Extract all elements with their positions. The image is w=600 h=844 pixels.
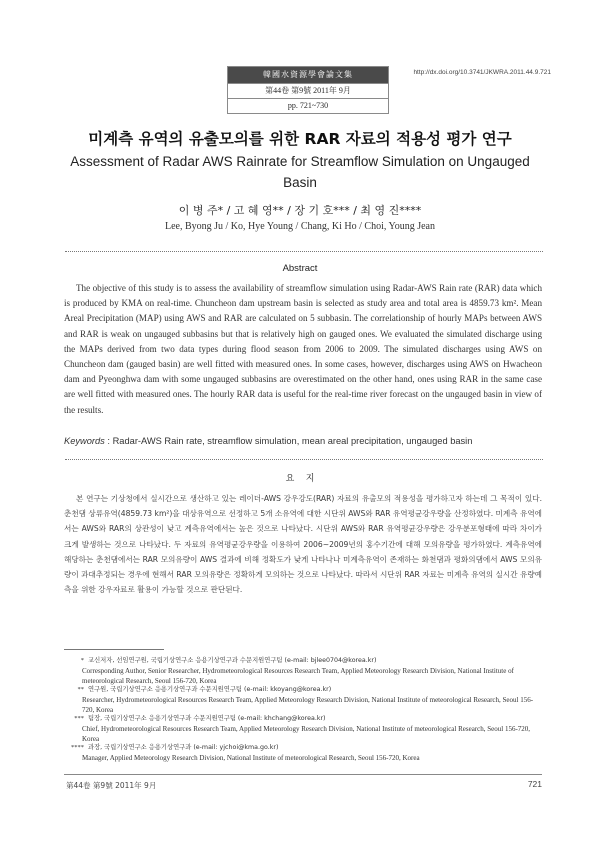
footer-rule (64, 774, 542, 775)
title-korean: 미계측 유역의 유출모의를 위한 RAR 자료의 적용성 평가 연구 (88, 130, 512, 148)
abstract-paragraph: The objective of this study is to assess the availability of streamflow simulation using Radar-AWS Rain rate (RAR) data which is produced by KMA on real-time. Chuncheon dam upstream basin is selected as study area and total area is 4859.73 km². Mean Areal Precipitation (MAP) using AWS and RAR are calculated on 5 subbasin. The correlationship of hourly MAPs between AWS and RAR is weak on ungauged subbasins but that is relatively high on gauged ones. We evaluated the simulated discharge using the MAPs derived from two data types during flood season from 2006 to 2009. The simulated discharges using AWS on Chuncheon dam (gauged basin) are well fitted with measured ones. In some cases, however, discharges using AWS on Hwacheon dam and Pyeonghwa dam with some ungauged subbasins are overestimated on the other hand, ones using RAR in the same case are well fitted with measured ones. The hourly RAR data is useful for the real-time river forecast on the ungauged basin in view of the results. (64, 283, 542, 415)
journal-name: 韓國水資源學會論文集 (228, 67, 388, 83)
authors-english: Lee, Byong Ju / Ko, Hye Young / Chang, Ki Ho / Choi, Young Jean (164, 221, 435, 232)
korean-abstract-body (64, 491, 542, 597)
footer-issue: 第44卷 第9號 2011年 9月 (66, 781, 157, 790)
footnote-mark: *** (74, 715, 84, 722)
page-number: 721 (527, 779, 542, 789)
footnote-english: Corresponding Author, Senior Researcher, Hydrometeorological Resources Research Team, Applied Meteorology Research Division, National Institute of meteorological Research, Seoul 156-720, Korea (82, 667, 514, 685)
korean-abstract-paragraph: 본 연구는 기상청에서 실시간으로 생산하고 있는 레이더-AWS 강우강도(RAR) 자료의 유출모의 적용성을 평가하고자 하는데 그 목적이 있다. 춘천댐 상류유역(4859.73 km²)을 대상유역으로 선정하고 5개 소유역에 대한 시단위 AWS와 RAR 유역평균강우량을 산정하였다. 미계측 유역에서는 AWS와 RAR의 상관성이 낮고 계측유역에서는 높은 것으로 나타났다. 시단위 AWS와 RAR 유역평균강우량은 강우분포형태에 따라 차이가 크게 발생하는 것으로 나타났다. 두 자료의 유역평균강우량을 이용하여 2006~2009년의 홍수기간에 대해 모의유량을 평가하였다. 계측유역에 해당하는 춘천댐에서는 RAR 모의유량이 AWS 결과에 비해 정확도가 낮게 나타나나 미계측유역이 존재하는 화천댐과 평화의댐에서 AWS 모의유량이 과대추정되는 경우에 현해서 RAR 모의유량은 정확하게 모의하는 것으로 나타났다. 따라서 시단위 RAR 자료는 미계측 유역의 실시간 유량예측을 위한 강우자료로 활용이 가능할 것으로 판단된다. (64, 494, 543, 595)
footnote-3 (66, 713, 542, 744)
journal-issue: 第44卷 第9號 2011年 9月 (228, 83, 388, 98)
footnote-mark: * (80, 657, 84, 664)
footnote-2 (66, 684, 542, 715)
keywords-text: : Radar-AWS Rain rate, streamflow simulation, mean areal precipitation, ungauged basin (107, 436, 473, 446)
keywords-label: Keywords (64, 436, 105, 446)
footnote-mark: ** (77, 686, 84, 693)
journal-pages: pp. 721~730 (228, 98, 388, 113)
footnote-english: Chief, Hydrometeorological Resources Research Team, Applied Meteorology Research Division, National Institute of meteorological Research, Seoul 156-720, Korea (82, 725, 531, 743)
abstract-body (64, 281, 542, 418)
authors-korean: 이 병 주* / 고 혜 영** / 장 기 호*** / 최 영 진**** (178, 204, 422, 217)
footnote-english: Manager, Applied Meteorology Research Division, National Institute of meteorological Research, Seoul 156-720, Korea (82, 754, 420, 762)
footnote-rule (64, 649, 164, 650)
footnote-korean: 교신저자, 선임연구원, 국립기상연구소 응용기상연구과 수문지원연구팀 (e-mail: bjlee0704@korea.kr) (88, 657, 377, 664)
title-english: Assessment of Radar AWS Rainrate for Streamflow Simulation on Ungauged Basin (70, 154, 530, 190)
footnote-mark: **** (71, 744, 84, 751)
abstract-heading: Abstract (282, 263, 318, 274)
footnote-4 (66, 742, 542, 763)
journal-info-box (227, 66, 389, 114)
footnote-korean: 팀장, 국립기상연구소 응용기상연구과 수문지원연구팀 (e-mail: khchang@korea.kr) (88, 715, 326, 722)
footnote-1 (66, 655, 542, 686)
divider-dotted (65, 459, 543, 460)
keywords (64, 436, 542, 446)
footnote-korean: 과장, 국립기상연구소 응용기상연구과 (e-mail: yjchoi@kma.go.kr) (88, 744, 279, 751)
footnote-korean: 연구원, 국립기상연구소 응용기상연구과 수문지원연구팀 (e-mail: kkoyang@korea.kr) (88, 686, 332, 693)
divider-dotted (65, 251, 543, 252)
korean-abstract-heading: 요 지 (285, 474, 315, 484)
doi-link[interactable]: http://dx.doi.org/10.3741/JKWRA.2011.44.9.721 (413, 69, 551, 76)
footnote-english: Researcher, Hydrometeorological Resources Research Team, Applied Meteorology Research Division, National Institute of meteorological Research, Seoul 156-720, Korea (82, 696, 534, 714)
